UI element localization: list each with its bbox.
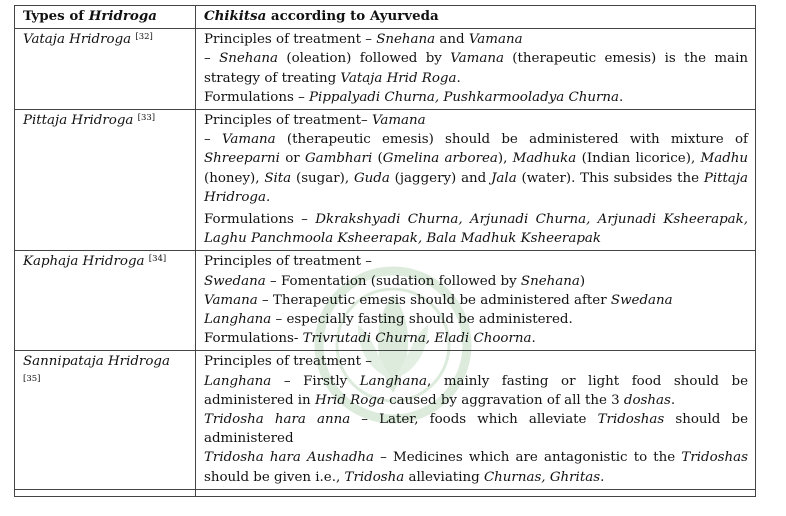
header-chikitsa-according-to-ayurveda: Chikitsa according to Ayurveda xyxy=(196,6,756,29)
type-cell: Pittaja Hridroga [33] xyxy=(15,110,196,251)
type-cell: Kaphaja Hridroga [34] xyxy=(15,251,196,351)
vamana-paragraph: – Vamana (therapeutic emesis) should be administered with mixture of Shreeparni or Gambhari (Gmelina arborea), Madhuka (Indian licorice), Madhu (honey), Sita (sugar), Guda (jaggery) and Jala (water). This subsides the Pittaja Hridroga. xyxy=(204,132,749,205)
reference-35: [35] xyxy=(23,373,41,384)
table-row-kaphaja xyxy=(15,251,756,351)
principles-line: Principles of treatment – Snehana and Vamana xyxy=(204,32,523,48)
treatment-cell xyxy=(196,29,756,110)
principles-line: Principles of treatment – xyxy=(204,254,372,270)
table-row-pittaja xyxy=(15,110,756,251)
treatment-cell xyxy=(196,110,756,251)
tridosha-anna-paragraph: Tridosha hara anna – Later, foods which alleviate Tridoshas should be administered xyxy=(204,412,748,447)
table-header-row xyxy=(15,6,756,29)
table-continuation-row xyxy=(15,489,756,496)
treatment-cell xyxy=(196,351,756,489)
type-cell: Vataja Hridroga [32] xyxy=(15,29,196,110)
treatment-cell xyxy=(196,251,756,351)
reference-32: [32] xyxy=(135,32,153,43)
hridroga-treatment-table xyxy=(14,5,756,497)
table-row-sannipataja xyxy=(15,351,756,489)
continuation-cell xyxy=(15,489,196,496)
reference-34: [34] xyxy=(148,254,167,265)
header-types-of-hridroga: Types of Hridroga xyxy=(15,6,196,29)
table-row-vataja xyxy=(15,29,756,110)
formulations-paragraph: Formulations – Dkrakshyadi Churna, Arjunadi Churna, Arjunadi Ksheerapak, Laghu Panchmoola Ksheerapak, Bala Madhuk Ksheerapak xyxy=(204,212,748,247)
formulations-line: Formulations – Pippalyadi Churna, Pushkarmooladya Churna. xyxy=(204,89,624,105)
formulations-line: Formulations- Trivrutadi Churna, Eladi Choorna. xyxy=(204,331,536,347)
tridosha-aushadha-paragraph: Tridosha hara Aushadha – Medicines which are antagonistic to the Tridoshas should be given i.e., Tridosha alleviating Churnas, Ghritas. xyxy=(204,450,748,485)
principles-line: Principles of treatment – xyxy=(204,354,372,370)
reference-33: [33] xyxy=(137,113,156,124)
vamana-line: Vamana – Therapeutic emesis should be administered after Swedana xyxy=(204,292,673,308)
continuation-cell xyxy=(196,489,756,496)
type-cell: Sannipataja Hridroga [35] xyxy=(15,351,196,489)
langhana-line: Langhana – especially fasting should be administered. xyxy=(204,312,573,328)
principles-line: Principles of treatment– Vamana xyxy=(204,113,426,129)
strategy-paragraph: – Snehana (oleation) followed by Vamana (therapeutic emesis) is the main strategy of treating Vataja Hrid Roga. xyxy=(204,51,749,86)
swedana-line: Swedana – Fomentation (sudation followed by Snehana) xyxy=(204,273,586,289)
langhana-paragraph: Langhana – Firstly Langhana, mainly fasting or light food should be administered in Hrid Roga caused by aggravation of all the 3 doshas. xyxy=(204,373,748,408)
